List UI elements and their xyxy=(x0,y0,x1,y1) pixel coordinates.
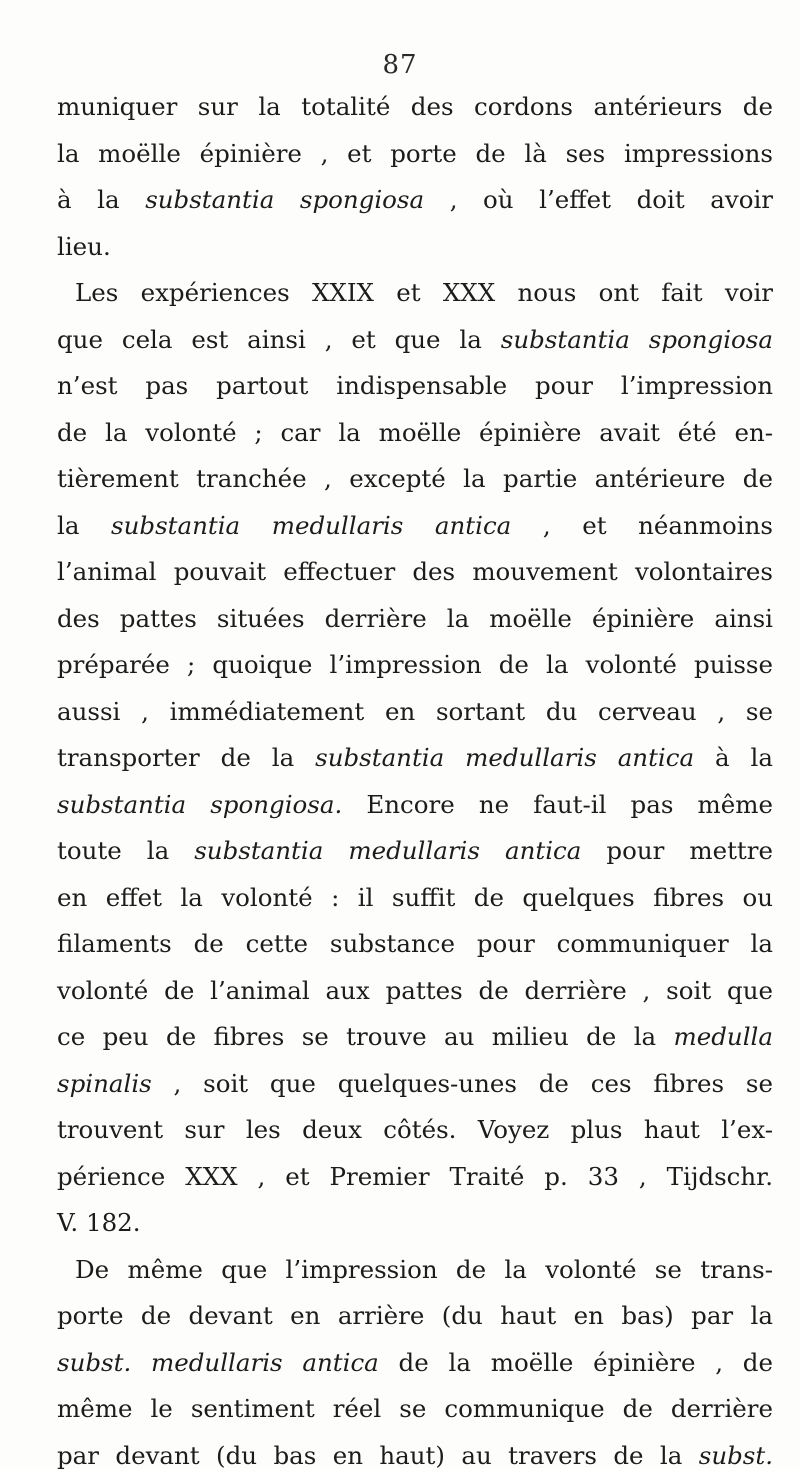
text-line: aussi , immédiatement en sortant du cerveau , se xyxy=(57,689,773,736)
italic-term: substantia spongiosa xyxy=(501,325,773,354)
italic-term: spinalis xyxy=(57,1069,152,1098)
text-line: à la substantia spongiosa , où l’effet doit avoir xyxy=(57,177,773,224)
text-line: spinalis , soit que quelques-unes de ces fibres se xyxy=(57,1061,773,1108)
text-line: en effet la volonté : il suffit de quelques fibres ou xyxy=(57,875,773,922)
italic-term: substantia medullaris antica xyxy=(315,743,694,772)
page-number: 87 xyxy=(0,50,800,80)
text-line: muniquer sur la totalité des cordons antérieurs de xyxy=(57,84,773,131)
body-text xyxy=(57,84,773,1479)
text-line: porte de devant en arrière (du haut en bas) par la xyxy=(57,1293,773,1340)
italic-term: subst. medullaris antica xyxy=(57,1348,379,1377)
text-line: n’est pas partout indispensable pour l’impression xyxy=(57,363,773,410)
italic-term: substantia medullaris antica xyxy=(194,836,581,865)
text-line: Les expériences XXIX et XXX nous ont fait voir xyxy=(57,270,773,317)
text-line: par devant (du bas en haut) au travers de la subst. xyxy=(57,1433,773,1479)
text-line: ce peu de fibres se trouve au milieu de la medulla xyxy=(57,1014,773,1061)
italic-term: substantia spongiosa xyxy=(145,185,424,214)
text-line: de la volonté ; car la moëlle épinière avait été en- xyxy=(57,410,773,457)
text-line: volonté de l’animal aux pattes de derrière , soit que xyxy=(57,968,773,1015)
italic-term: substantia medullaris antica xyxy=(111,511,511,540)
text-line: lieu. xyxy=(57,224,773,271)
italic-term: medulla xyxy=(674,1022,773,1051)
text-line: V. 182. xyxy=(57,1200,773,1247)
text-line: toute la substantia medullaris antica pour mettre xyxy=(57,828,773,875)
text-line: transporter de la substantia medullaris antica à la xyxy=(57,735,773,782)
text-line: subst. medullaris antica de la moëlle épinière , de xyxy=(57,1340,773,1387)
italic-term: subst. xyxy=(699,1441,773,1470)
text-line: la moëlle épinière , et porte de là ses impressions xyxy=(57,131,773,178)
text-line: filaments de cette substance pour communiquer la xyxy=(57,921,773,968)
text-line: trouvent sur les deux côtés. Voyez plus haut l’ex- xyxy=(57,1107,773,1154)
text-line: l’animal pouvait effectuer des mouvement volontaires xyxy=(57,549,773,596)
italic-term: substantia spongiosa. xyxy=(57,790,342,819)
text-line: que cela est ainsi , et que la substantia spongiosa xyxy=(57,317,773,364)
text-line: périence XXX , et Premier Traité p. 33 , Tijdschr. xyxy=(57,1154,773,1201)
text-line: substantia spongiosa. Encore ne faut-il pas même xyxy=(57,782,773,829)
text-line: De même que l’impression de la volonté se trans- xyxy=(57,1247,773,1294)
text-line: préparée ; quoique l’impression de la volonté puisse xyxy=(57,642,773,689)
text-line: même le sentiment réel se communique de derrière xyxy=(57,1386,773,1433)
text-line: la substantia medullaris antica , et néanmoins xyxy=(57,503,773,550)
text-line: tièrement tranchée , excepté la partie antérieure de xyxy=(57,456,773,503)
text-line: des pattes situées derrière la moëlle épinière ainsi xyxy=(57,596,773,643)
